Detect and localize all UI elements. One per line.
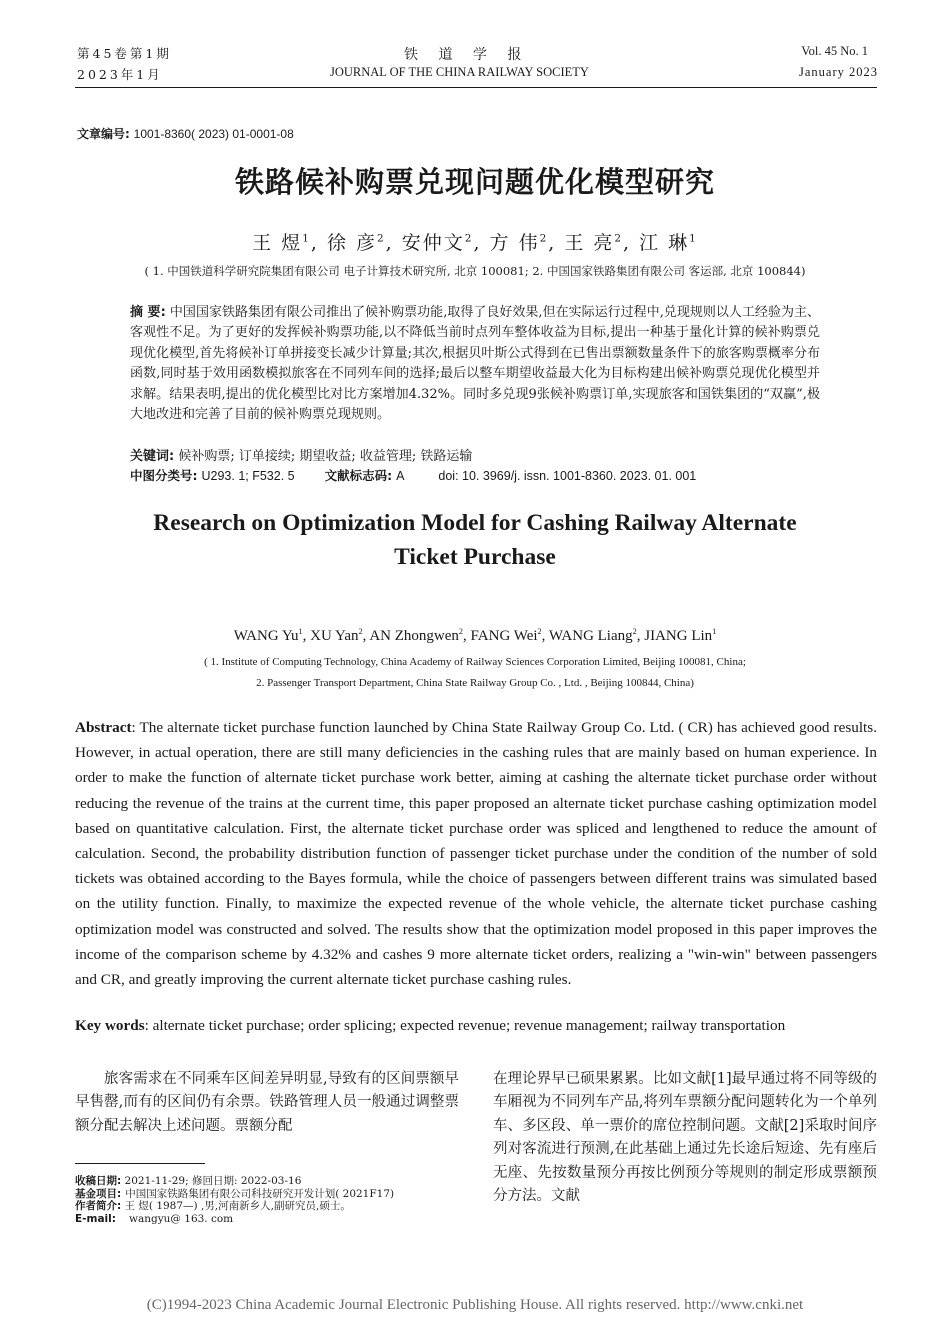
doi: doi: 10. 3969/j. issn. 1001-8360. 2023. 01. 001 <box>438 469 697 483</box>
footnote-rule <box>75 1163 205 1164</box>
author-cn: 王 亮$^2$ <box>564 232 624 254</box>
doc-label: 文献标志码: <box>324 468 393 483</box>
abstract-en-label: Abstract <box>75 719 132 736</box>
keywords-en <box>75 1017 785 1035</box>
header-rule <box>75 87 877 88</box>
affiliation-en-1: ( 1. Institute of Computing Technology, China Academy of Railway Sciences Corporation Limited, Beijing 100081, China; <box>204 656 746 668</box>
date-cn: 2023年1月 <box>77 67 163 82</box>
author-en: WANG Yu$^1$ <box>233 627 303 644</box>
authors-cn: 王 煜$^1$, 徐 彦$^2$, 安仲文$^2$, 方 伟$^2$, 王 亮$^2$, 江 琳$^1$ <box>252 232 698 254</box>
article-id <box>77 125 294 142</box>
clc-label: 中图分类号: <box>130 468 198 483</box>
author-en: FANG Wei$^2$ <box>470 627 542 644</box>
author-cn: 方 伟$^2$ <box>489 232 549 254</box>
keywords-cn <box>130 445 472 464</box>
keywords-cn-label: 关键词: <box>130 449 175 464</box>
footnote-author: 作者简介: 王 煜( 1987—) ,男,河南新乡人,副研究员,硕士。 <box>75 1200 351 1213</box>
vol-en: Vol. 45 No. 1 <box>801 44 868 58</box>
journal-cn: 铁 道 学 报 <box>404 47 530 63</box>
author-cn: 安仲文$^2$ <box>401 232 474 254</box>
author-en: AN Zhongwen$^2$ <box>369 627 464 644</box>
date-en: January 2023 <box>799 65 878 79</box>
journal-en: JOURNAL OF THE CHINA RAILWAY SOCIETY <box>330 65 589 79</box>
title-en-line1: Research on Optimization Model for Cashing Railway Alternate <box>153 510 797 536</box>
affiliations-cn: ( 1. 中国铁道科学研究院集团有限公司 电子计算技术研究所, 北京 100081; 2. 中国国家铁路集团有限公司 客运部, 北京 100844) <box>144 264 806 278</box>
author-en: XU Yan$^2$ <box>310 627 363 644</box>
title-en-line2: Ticket Purchase <box>394 544 556 570</box>
copyright-footer: (C)1994-2023 China Academic Journal Electronic Publishing House. All rights reserved. http://www.cnki.net <box>146 1297 804 1313</box>
authors-en: WANG Yu$^1$, XU Yan$^2$, AN Zhongwen$^2$, FANG Wei$^2$, WANG Liang$^2$, JIANG Lin$^1$ <box>233 627 717 644</box>
author-en: JIANG Lin$^1$ <box>644 627 717 644</box>
footnote-email: E-mail: wangyu@ 163. com <box>75 1212 234 1225</box>
body-right-column: 在理论界早已硕果累累。比如文献[1]最早通过将不同等级的车厢视为不同列车产品,将列车票额分配问题转化为一个单列车、多区段、单一票价的席位控制问题。文献[2]采取时间序列对客流进行预测,在此基础上通过先长途后短途、先有座后无座、先按数量预分再按比例预分等规则的制定形成票额预分方法。文献 <box>493 1071 877 1205</box>
keywords-en-text: : alternate ticket purchase; order splicing; expected revenue; revenue management; railway transportation <box>144 1017 786 1034</box>
affiliation-en-2: 2. Passenger Transport Department, China State Railway Group Co. , Ltd. , Beijing 100844, China) <box>256 677 694 689</box>
abstract-en-text: : The alternate ticket purchase function launched by China State Railway Group Co. Ltd. ( CR) has achieved good results. However, in actual operation, there are still many deficiencies in the cashing rules that are mainly based on human experience. In order to make the function of alternate ticket purchase work better, aiming at cashing the alternate ticket purchase order without reducing the revenue of the trains at the current time, this paper proposed an alternate ticket purchase cashing optimization model based on quantitative calculation. First, the alternate ticket purchase order was spliced and lengthened to reduce the amount of calculation. Second, the probability distribution function of passenger ticket purchase under the condition of the number of sold tickets was obtained according to the Bayes formula, while the choice of passengers between different trains was simulated based on the utility function. Finally, to maximize the expected revenue of the whole vehicle, the alternate ticket purchase cashing optimization model was constructed and solved. The results show that the optimization model proposed in this paper improves the income of the comparison scheme by 4.32% and cashes 9 more alternate ticket orders, realizing a "win-win" between passengers and CR, and greatly improving the current alternate ticket purchase cashing rules. <box>75 719 877 989</box>
author-cn: 王 煜$^1$ <box>252 232 311 254</box>
footnote-received: 收稿日期: 2021-11-29; 修回日期: 2022-03-16 <box>75 1175 302 1187</box>
article-id-label: 文章编号: <box>77 127 130 141</box>
doc-value: A <box>396 469 405 483</box>
body-left-column: 旅客需求在不同乘车区间差异明显,导致有的区间票额早早售罄,而有的区间仍有余票。铁路管理人员一般通过调整票额分配去解决上述问题。票额分配 <box>75 1071 459 1134</box>
keywords-en-label: Key words <box>75 1017 145 1034</box>
footnote <box>75 1175 459 1225</box>
abstract-en <box>75 715 877 992</box>
abstract-cn-text: 中国国家铁路集团有限公司推出了候补购票功能,取得了良好效果,但在实际运行过程中,兑现规则以人工经验为主、客观性不足。为了更好的发挥候补购票功能,以不降低当前时点列车整体收益为目标,提出一种基于量化计算的候补购票兑现优化模型,首先将候补订单拼接变长减少计算量;其次,根据贝叶斯公式得到在已售出票额数量条件下的旅客购票概率分布函数,同时基于效用函数模拟旅客在不同列车间的选择;最后以整车期望收益最大化为目标构建出候补购票兑现优化模型并求解。结果表明,提出的优化模型比对比方案增加4.32%。同时多兑现9张候补购票订单,实现旅客和国铁集团的“双赢”,极大地改进和完善了目前的候补购票兑现规则。 <box>130 305 820 423</box>
issue-cn: 第45卷第1期 <box>77 46 172 61</box>
clc-value: U293. 1; F532. 5 <box>201 469 295 483</box>
author-cn: 江 琳$^1$ <box>639 232 698 254</box>
author-cn: 徐 彦$^2$ <box>326 232 386 254</box>
title-cn: 铁路候补购票兑现问题优化模型研究 <box>234 165 715 199</box>
abstract-cn-label: 摘 要: <box>130 305 166 320</box>
keywords-cn-text: 候补购票; 订单接续; 期望收益; 收益管理; 铁路运输 <box>178 449 473 464</box>
abstract-cn <box>130 303 820 425</box>
article-id-value: 1001-8360( 2023) 01-0001-08 <box>133 127 294 141</box>
footnote-fund: 基金项目: 中国国家铁路集团有限公司科技研究开发计划( 2021F17) <box>75 1187 395 1200</box>
author-en: WANG Liang$^2$ <box>548 627 637 644</box>
classification-line <box>130 466 696 484</box>
